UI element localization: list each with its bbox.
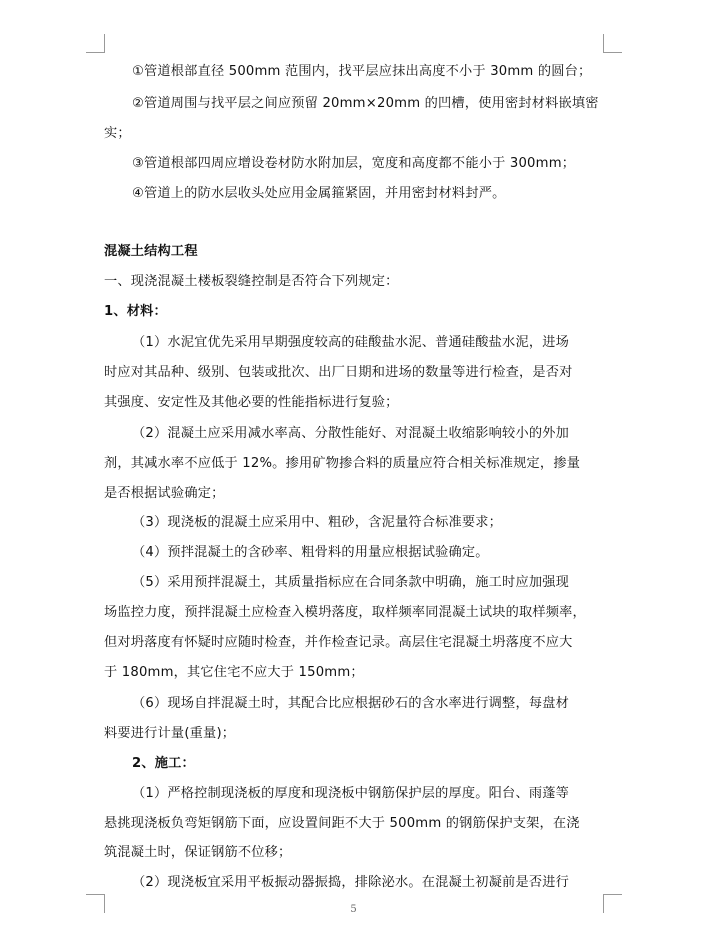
paragraph-line: （5）采用预拌混凝土，其质量指标应在合同条款中明确，施工时应加强现 [132, 575, 569, 590]
paragraph-line: （4）预拌混凝土的含砂率、粗骨料的用量应根据试验确定。 [132, 545, 489, 560]
paragraph-line: （6）现场自拌混凝土时，其配合比应根据砂石的含水率进行调整，每盘材 [132, 696, 569, 711]
paragraph-line: （3）现浇板的混凝土应采用中、粗砂，含泥量符合标准要求； [132, 515, 503, 530]
paragraph-line: 时应对其品种、级别、包装或批次、出厂日期和进场的数量等进行检查，是否对 [104, 365, 573, 380]
subheading: 2、施工： [132, 756, 195, 771]
paragraph-line: 于 180mm，其它住宅不应大于 150mm； [104, 665, 364, 680]
paragraph-line: （2）混凝土应采用减水率高、分散性能好、对混凝土收缩影响较小的外加 [132, 426, 569, 441]
corner-crop-mark [86, 34, 105, 53]
corner-crop-mark [603, 34, 622, 53]
subheading: 1、材料： [104, 304, 167, 319]
paragraph-line: 筑混凝土时，保证钢筋不位移； [104, 845, 292, 860]
paragraph-line: 但对坍落度有怀疑时应随时检查，并作检查记录。高层住宅混凝土坍落度不应大 [104, 635, 573, 650]
section-heading: 混凝土结构工程 [104, 244, 198, 259]
paragraph-line: （1）严格控制现浇板的厚度和现浇板中钢筋保护层的厚度。阳台、雨蓬等 [132, 786, 569, 801]
paragraph-line: 料要进行计量(重量)； [104, 726, 236, 741]
list-item: ③管道根部四周应增设卷材防水附加层，宽度和高度都不能小于 300mm； [132, 156, 576, 171]
list-item: ②管道周围与找平层之间应预留 20mm×20mm 的凹槽，使用密封材料嵌填密 [132, 96, 599, 111]
paragraph-line: 悬挑现浇板负弯矩钢筋下面，应设置间距不大于 500mm 的钢筋保护支架，在浇 [104, 816, 580, 831]
list-item: ①管道根部直径 500mm 范围内，找平层应抹出高度不小于 30mm 的圆台； [132, 64, 592, 79]
paragraph-line: 场监控力度，预拌混凝土应检查入模坍落度，取样频率同混凝土试块的取样频率， [104, 605, 586, 620]
paragraph-line: （1）水泥宜优先采用早期强度较高的硅酸盐水泥、普通硅酸盐水泥，进场 [132, 335, 569, 350]
paragraph-line: 剂，其减水率不应低于 12%。掺用矿物掺合料的质量应符合相关标准规定，掺量 [104, 456, 581, 471]
paragraph-line: （2）现浇板宜采用平板振动器振捣，排除泌水。在混凝土初凝前是否进行 [132, 875, 569, 890]
text-line: 实； [104, 126, 131, 141]
subheading: 一、现浇混凝土楼板裂缝控制是否符合下列规定： [104, 274, 399, 289]
list-item: ④管道上的防水层收头处应用金属箍紧固，并用密封材料封严。 [132, 186, 506, 201]
page-number: 5 [350, 904, 357, 915]
paragraph-line: 其强度、安定性及其他必要的性能指标进行复验； [104, 395, 399, 410]
paragraph-line: 是否根据试验确定； [104, 486, 225, 501]
